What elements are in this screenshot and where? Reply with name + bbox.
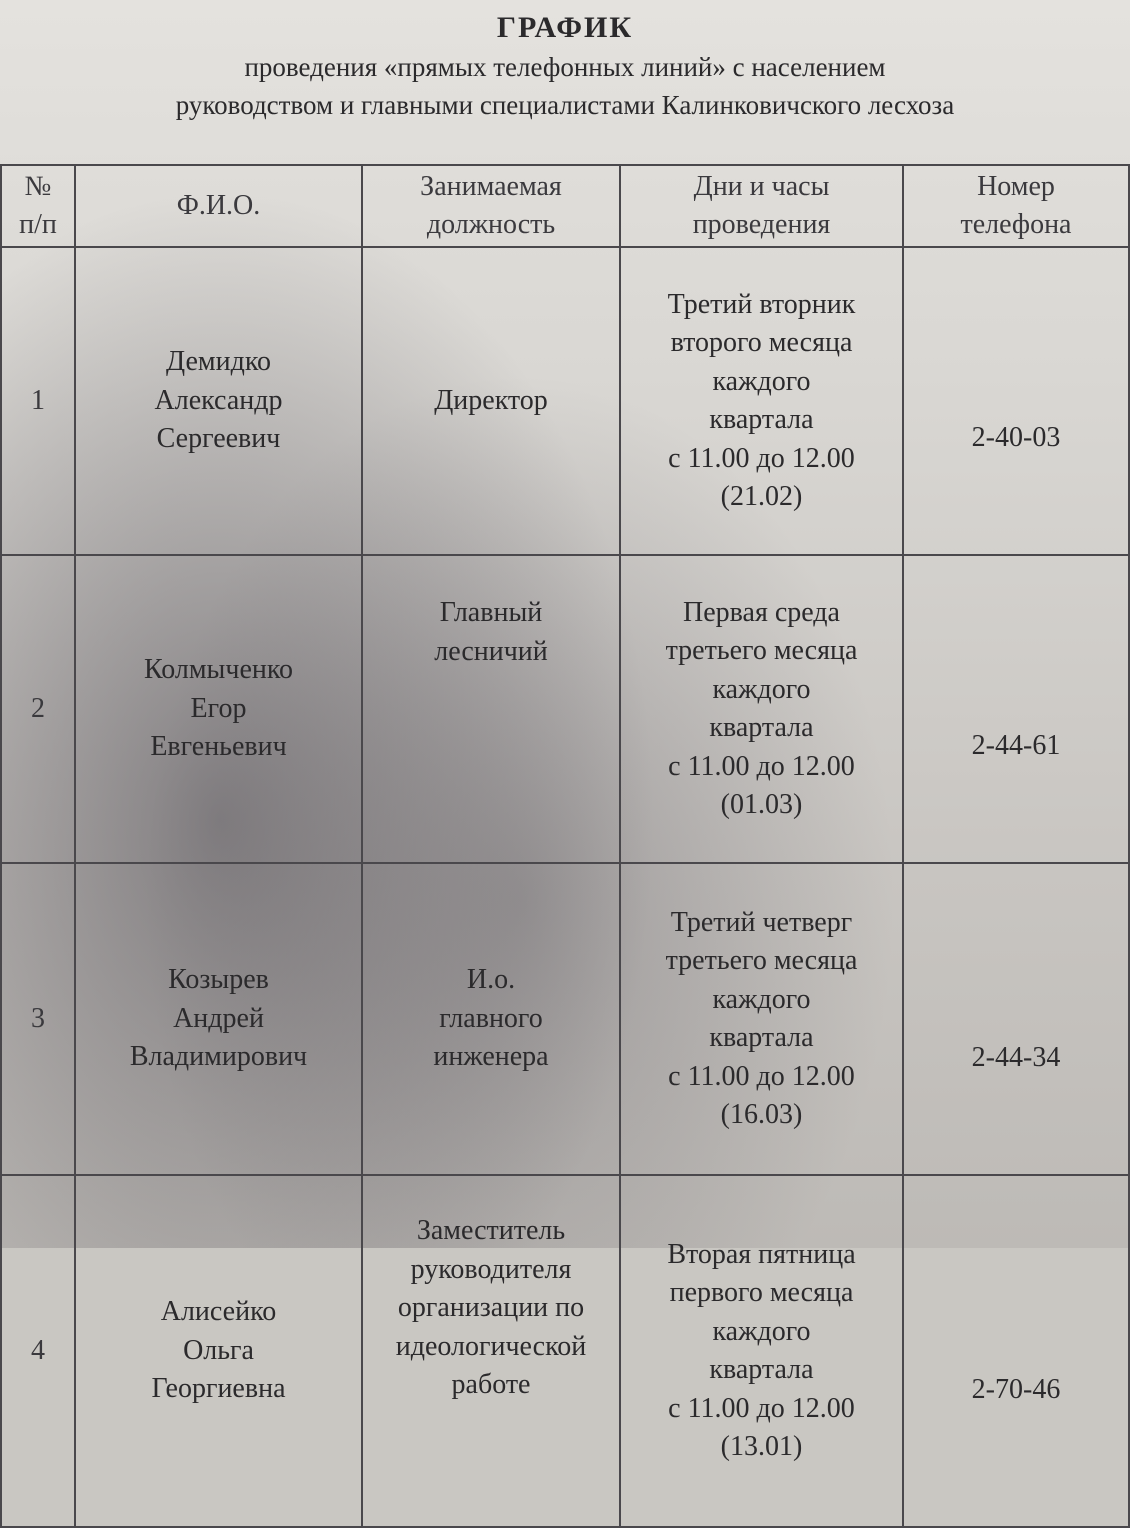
row-full-name: Алисейко Ольга Георгиевна [75,1175,362,1527]
table-row [1,1175,1129,1527]
row-number: 4 [1,1175,75,1527]
row-schedule: Вторая пятница первого месяца каждого квартала с 11.00 до 12.00 (13.01) [620,1175,903,1527]
document-subtitle-line-1: проведения «прямых телефонных линий» с населением [244,52,886,82]
row-full-name: Колмыченко Егор Евгеньевич [75,555,362,863]
row-phone: 2-44-61 [903,555,1129,863]
table-header-row [1,165,1129,247]
row-position: Директор [362,247,620,555]
header-number: № п/п [1,165,75,247]
header-full-name: Ф.И.О. [75,165,362,247]
row-full-name: Демидко Александр Сергеевич [75,247,362,555]
document-subtitle-line-2: руководством и главными специалистами Калинковичского лесхоза [175,90,955,120]
row-number: 3 [1,863,75,1175]
row-number: 1 [1,247,75,555]
row-position: Главный лесничий [362,555,620,863]
row-number: 2 [1,555,75,863]
row-position: Заместитель руководителя организации по идеологической работе [362,1175,620,1527]
row-position: И.о. главного инженера [362,863,620,1175]
table-row [1,555,1129,863]
document-header [0,8,1130,124]
row-phone: 2-44-34 [903,863,1129,1175]
row-schedule: Третий вторник второго месяца каждого квартала с 11.00 до 12.00 (21.02) [620,247,903,555]
header-position: Занимаемая должность [362,165,620,247]
row-phone: 2-70-46 [903,1175,1129,1527]
table-row [1,247,1129,555]
header-phone: Номер телефона [903,165,1129,247]
document-title: ГРАФИК [496,11,634,44]
schedule-table [0,164,1130,1528]
row-full-name: Козырев Андрей Владимирович [75,863,362,1175]
table-row [1,863,1129,1175]
row-schedule: Третий четверг третьего месяца каждого квартала с 11.00 до 12.00 (16.03) [620,863,903,1175]
header-schedule: Дни и часы проведения [620,165,903,247]
row-schedule: Первая среда третьего месяца каждого квартала с 11.00 до 12.00 (01.03) [620,555,903,863]
row-phone: 2-40-03 [903,247,1129,555]
